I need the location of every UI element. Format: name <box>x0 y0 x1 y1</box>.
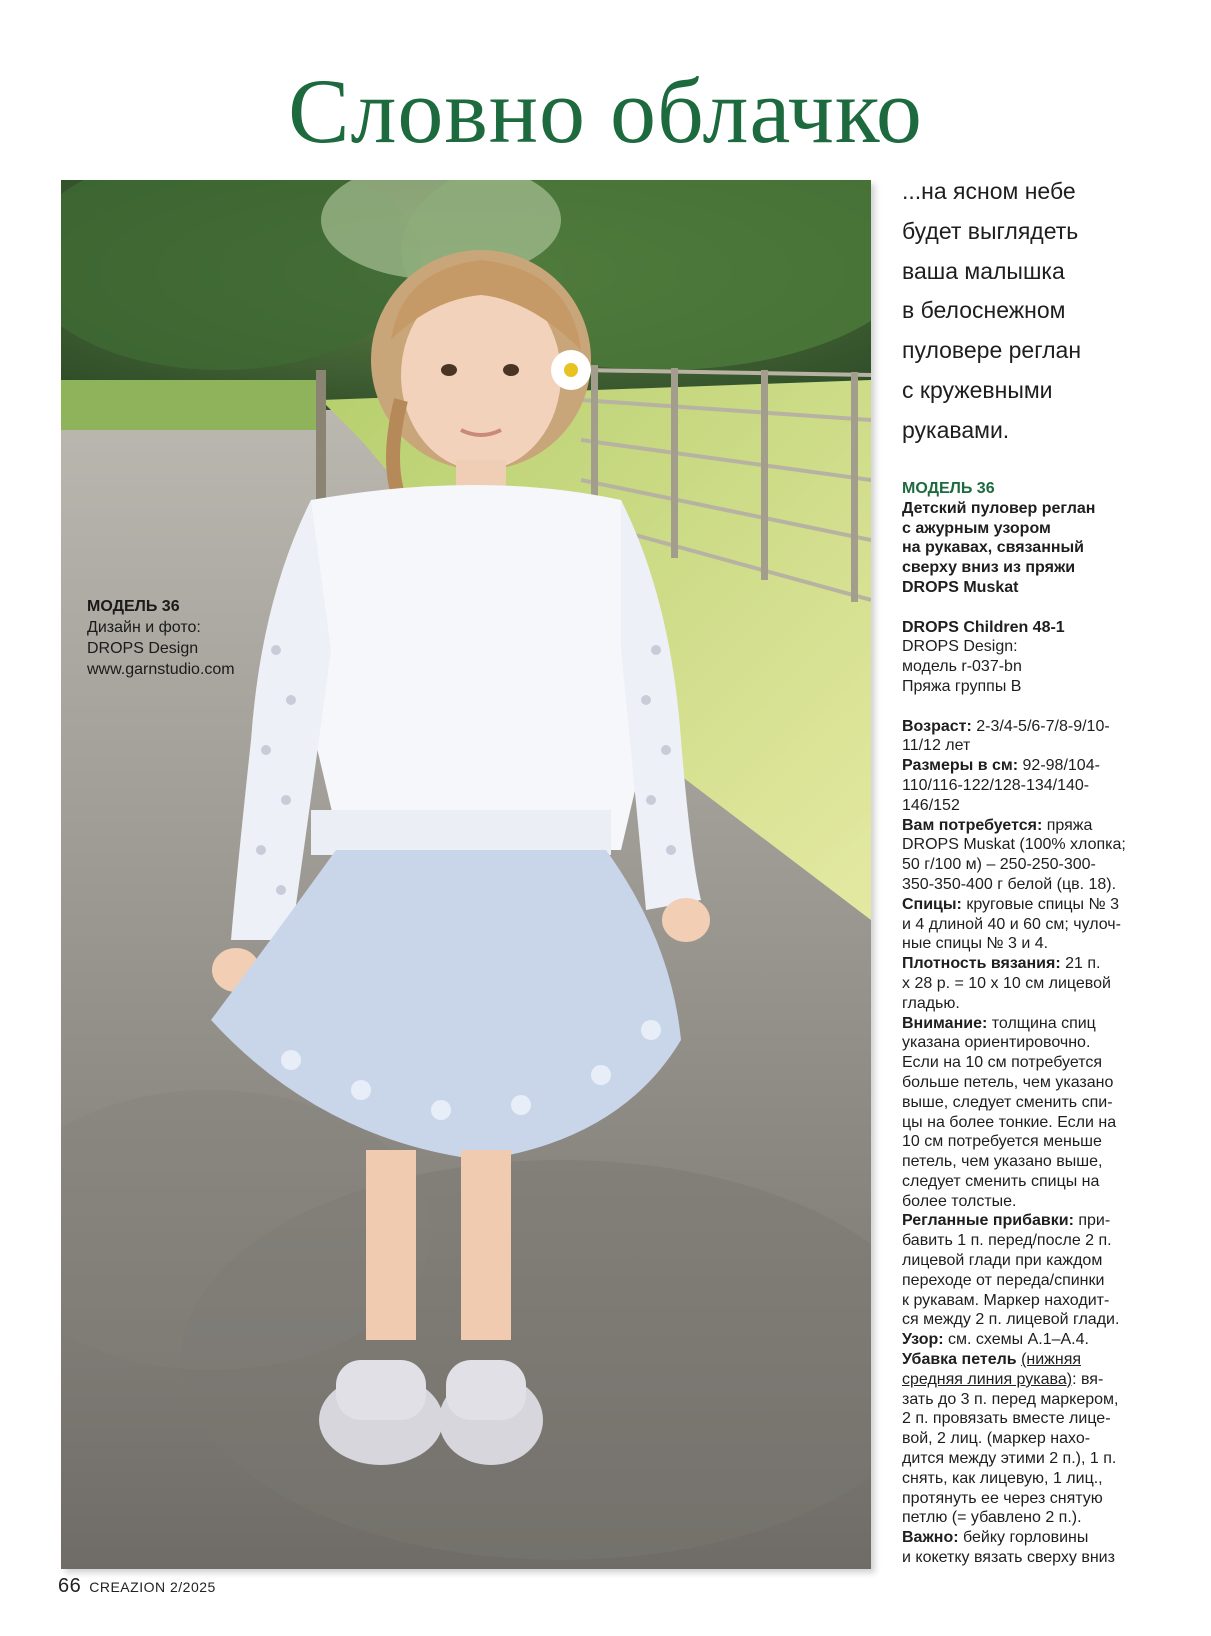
spec-line <box>902 816 1202 836</box>
spec-text: 11/12 лет <box>902 737 971 755</box>
spec-text: : вя- <box>1072 1370 1104 1388</box>
spec-line <box>902 756 1202 776</box>
spec-text: 10 см потребуется меньше <box>902 1133 1102 1151</box>
spec-text: и 4 длиной 40 и 60 см; чулоч- <box>902 915 1121 933</box>
design-title: DROPS Children 48-1 <box>902 618 1065 636</box>
spec-line <box>902 934 1202 954</box>
intro-line: рукавами. <box>902 416 1010 443</box>
spec-line <box>902 1014 1202 1034</box>
spec-label: Внимание: <box>902 1014 988 1032</box>
credit-line: DROPS Design <box>87 640 199 657</box>
spec-label: Важно: <box>902 1529 959 1547</box>
spec-line <box>902 1291 1202 1311</box>
spec-text: больше петель, чем указано <box>902 1073 1114 1091</box>
spec-text: ся между 2 п. лицевой глади. <box>902 1311 1120 1329</box>
spec-line <box>902 1053 1202 1073</box>
spec-line <box>902 1330 1202 1350</box>
page-footer <box>58 1575 216 1598</box>
spec-text: вой, 2 лиц. (маркер нахо- <box>902 1430 1091 1448</box>
photo-illustration <box>61 180 871 1569</box>
intro-line: пуловере реглан <box>902 337 1082 364</box>
spec-line <box>902 1093 1202 1113</box>
model-desc-line: сверху вниз из пряжи <box>902 559 1076 577</box>
spec-text: 350-350-400 г белой (цв. 18). <box>902 875 1117 893</box>
spec-line <box>902 895 1202 915</box>
spec-label: Узор: <box>902 1331 944 1349</box>
spec-line <box>902 915 1202 935</box>
spec-line <box>902 974 1202 994</box>
spec-text: DROPS Muskat (100% хлопка; <box>902 836 1126 854</box>
spec-label: Убавка петель <box>902 1351 1017 1369</box>
spec-text: 2 п. провязать вместе лице- <box>902 1410 1111 1428</box>
spec-line <box>902 1231 1202 1251</box>
spec-line <box>902 1271 1202 1291</box>
spec-line <box>902 1390 1202 1410</box>
spec-text: гладью. <box>902 994 960 1012</box>
spec-line <box>902 1132 1202 1152</box>
intro-text <box>902 172 1202 451</box>
spec-text: указана ориентировочно. <box>902 1034 1091 1052</box>
spec-line <box>902 1310 1202 1330</box>
intro-line: в белоснежном <box>902 297 1066 324</box>
spec-label: Размеры в см: <box>902 757 1019 775</box>
intro-line: с кружевными <box>902 376 1053 403</box>
spec-line <box>902 1073 1202 1093</box>
model-label: МОДЕЛЬ 36 <box>902 480 995 497</box>
spec-label: Плотность вязания: <box>902 955 1061 973</box>
page-title: Словно облачко <box>288 60 923 162</box>
intro-line: ваша малышка <box>902 257 1065 284</box>
model-desc-line: Детский пуловер реглан <box>902 499 1096 517</box>
spec-line <box>902 1508 1202 1528</box>
spec-text: петель, чем указано выше, <box>902 1153 1103 1171</box>
spec-line <box>902 1192 1202 1212</box>
spec-text: выше, следует сменить спи- <box>902 1093 1113 1111</box>
spec-text: 146/152 <box>902 796 960 814</box>
spec-text: зать до 3 п. перед маркером, <box>902 1390 1119 1408</box>
spec-underline: средняя линия рукава) <box>902 1370 1073 1388</box>
spec-line <box>902 835 1202 855</box>
spec-line <box>902 1528 1202 1548</box>
spec-text: цы на более тонкие. Если на <box>902 1113 1117 1131</box>
spec-text: 50 г/100 м) – 250-250-300- <box>902 856 1096 874</box>
spec-line <box>902 1548 1202 1568</box>
spec-text: 2-3/4-5/6-7/8-9/10- <box>971 717 1110 735</box>
spec-label: Возраст: <box>902 717 972 735</box>
spec-underline: (нижняя <box>1021 1351 1082 1369</box>
spec-text: переходе от переда/спинки <box>902 1271 1105 1289</box>
spec-text: Если на 10 см потребуется <box>902 1054 1103 1072</box>
spec-line <box>902 1429 1202 1449</box>
design-line: модель r-037-bn <box>902 658 1022 676</box>
spec-line <box>902 1113 1202 1133</box>
spec-text: следует сменить спицы на <box>902 1172 1100 1190</box>
design-line: DROPS Design: <box>902 638 1018 656</box>
spec-text: см. схемы А.1–А.4. <box>943 1331 1089 1349</box>
model-desc-line: DROPS Muskat <box>902 578 1019 596</box>
spec-line <box>902 1172 1202 1192</box>
spec-label: Спицы: <box>902 895 962 913</box>
spec-line <box>902 1251 1202 1271</box>
spec-text: более толстые. <box>902 1192 1017 1210</box>
spec-line <box>902 1469 1202 1489</box>
model-photo <box>61 180 871 1569</box>
spec-label: Вам потребуется: <box>902 816 1043 834</box>
spec-text: толщина спиц <box>987 1014 1096 1032</box>
spec-line <box>902 796 1202 816</box>
intro-line: ...на ясном небе <box>902 178 1076 204</box>
intro-line: будет выглядеть <box>902 217 1079 244</box>
design-line: Пряжа группы В <box>902 677 1022 695</box>
credit-model: МОДЕЛЬ 36 <box>87 598 180 615</box>
magazine-issue: CREAZION 2/2025 <box>89 1579 216 1595</box>
spec-text: снять, как лицевую, 1 лиц., <box>902 1469 1103 1487</box>
spec-line <box>902 855 1202 875</box>
model-desc-line: с ажурным узором <box>902 519 1051 537</box>
credit-line: Дизайн и фото: <box>87 619 201 636</box>
spec-text: и кокетку вязать сверху вниз <box>902 1549 1115 1567</box>
spec-line <box>902 736 1202 756</box>
spec-text: ные спицы № 3 и 4. <box>902 935 1049 953</box>
spec-text: 21 п. <box>1060 955 1101 973</box>
spec-text: 110/116-122/128-134/140- <box>902 776 1090 794</box>
spec-line <box>902 1489 1202 1509</box>
spec-line <box>902 717 1202 737</box>
spec-line <box>902 875 1202 895</box>
spec-line <box>902 1449 1202 1469</box>
spec-line <box>902 1033 1202 1053</box>
spec-text: протянуть ее через снятую <box>902 1489 1103 1507</box>
spec-line <box>902 1409 1202 1429</box>
spec-text: 92-98/104- <box>1018 757 1100 775</box>
spec-line <box>902 1370 1202 1390</box>
spec-text: x 28 р. = 10 x 10 см лицевой <box>902 974 1111 992</box>
model-desc-line: на рукавах, связанный <box>902 539 1085 557</box>
spec-lines <box>902 717 1202 1568</box>
spec-line <box>902 1211 1202 1231</box>
spec-text: при- <box>1073 1212 1111 1230</box>
spec-text: бейку горловины <box>958 1529 1089 1547</box>
pattern-spec <box>902 479 1202 1568</box>
photo-credit <box>87 596 235 680</box>
spec-line <box>902 954 1202 974</box>
spec-text: лицевой глади при каждом <box>902 1252 1103 1270</box>
spec-label: Регланные прибавки: <box>902 1212 1074 1230</box>
spec-line <box>902 994 1202 1014</box>
spec-line <box>902 1152 1202 1172</box>
spec-line <box>902 776 1202 796</box>
spec-line <box>902 1350 1202 1370</box>
spec-text: пряжа <box>1042 816 1093 834</box>
spec-text: бавить 1 п. перед/после 2 п. <box>902 1232 1112 1250</box>
spec-text: дится между этими 2 п.), 1 п. <box>902 1450 1117 1468</box>
page-number: 66 <box>58 1575 82 1597</box>
credit-line: www.garnstudio.com <box>87 661 235 678</box>
spec-text: к рукавам. Маркер находит- <box>902 1291 1110 1309</box>
spec-text: круговые спицы № 3 <box>961 895 1119 913</box>
spec-text: петлю (= убавлено 2 п.). <box>902 1509 1082 1527</box>
